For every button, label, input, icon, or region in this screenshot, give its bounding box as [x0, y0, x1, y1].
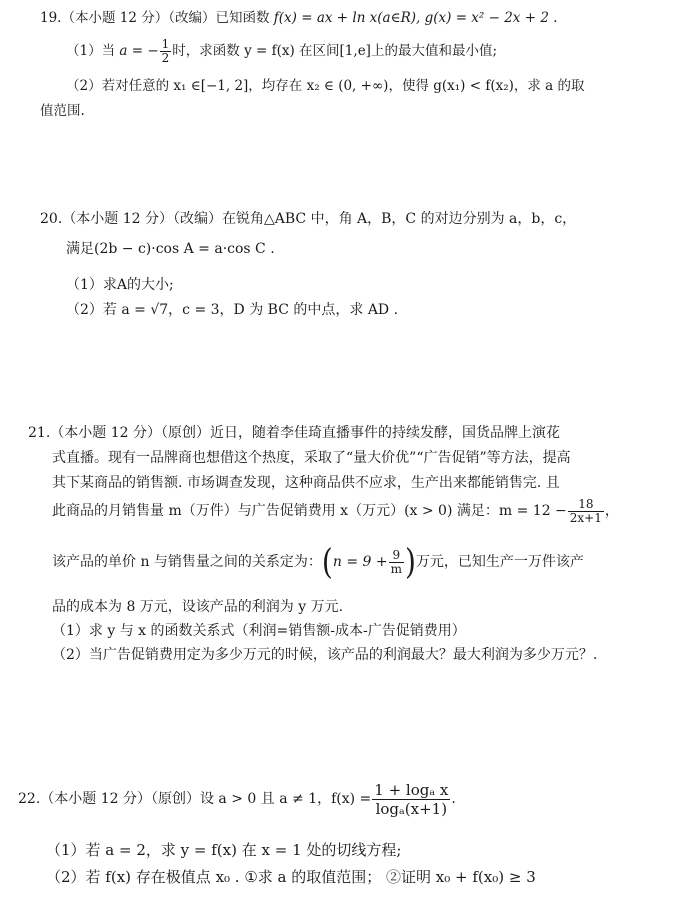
fraction-log-expression: $\frac{\text{1 + logₐ x}}{\text{logₐ(x+1)}}$: [374, 780, 449, 818]
problem-20-condition: 满足(2b − c)·cos A = a·cos C .: [66, 241, 275, 257]
problem-19-part-2: （2）若对任意的 x₁ ∈[−1, 2]，均存在 x₂ ∈ (0, +∞)，使得 g(x₁) < f(x₂)，求 a 的取: [66, 78, 585, 94]
problem-19-heading: 19.（本小题 12 分）（改编）已知函数: [40, 10, 270, 26]
problem-20-part-1: （1）求A的大小;: [66, 277, 174, 293]
problem-21-part-2: （2）当广告促销费用定为多少万元的时候，该产品的利润最大？最大利润为多少万元？.: [52, 647, 598, 663]
problem-20-part-2: （2）若 a = √7，c = 3，D 为 BC 的中点，求 AD .: [66, 302, 399, 318]
problem-22-part-2: （2）若 f(x) 存在极值点 x₀ . ①求 a 的取值范围； ②证明 x₀ + f(x₀) ≥ 3: [46, 868, 536, 886]
fraction-9-over-m: $\frac{9}{m}$: [390, 547, 402, 576]
fraction-18-over-2x-plus-1: $\frac{18}{2x+1}$: [569, 496, 602, 525]
problem-21-line-5: 该产品的单价 n 与销售量之间的关系定为：(n = 9 + $\frac{9}{m}$ )万元，已知生产一万件该产: [52, 540, 584, 582]
problem-21-line-2: 式直播。现有一品牌商也想借这个热度，采取了“量大价优”“广告促销”等方法，提高: [52, 450, 571, 466]
problem-19-functions: f(x) = ax + ln x(a∈R), g(x) = x² − 2x + 2 .: [273, 10, 558, 26]
problem-19-part-1: （1）当 a = − $\frac{1}{2}$ 时，求函数 y = f(x) 在区间[1,e]上的最大值和最小值;: [66, 37, 497, 65]
problem-22-stem: 22.（本小题 12 分）（原创）设 a > 0 且 a ≠ 1，f(x) = $\frac{\text{1 + logₐ x}}{\text{logₐ(x+1)}}$ .: [18, 780, 456, 818]
problem-21-line-4: 此商品的月销售量 m（万件）与广告促销费用 x（万元）(x > 0) 满足：m = 12 − $\frac{18}{2x+1}$ ，: [52, 496, 619, 525]
problem-21-line-3: 其下某商品的销售额. 市场调查发现，这种商品供不应求，生产出来都能销售完. 且: [52, 475, 560, 491]
problem-20-stem: 20.（本小题 12 分）（改编）在锐角△ABC 中，角 A，B，C 的对边分别为 a，b，c，: [40, 211, 577, 227]
problem-22-part-1: （1）若 a = 2，求 y = f(x) 在 x = 1 处的切线方程;: [46, 841, 402, 859]
fraction-one-half: $\frac{1}{2}$: [161, 37, 170, 65]
problem-19-part-2-cont: 值范围.: [40, 103, 85, 119]
problem-21-stem: 21.（本小题 12 分）（原创）近日，随着李佳琦直播事件的持续发酵，国货品牌上演花: [28, 425, 560, 441]
problem-21-line-6: 品的成本为 8 万元，设该产品的利润为 y 万元.: [52, 599, 344, 615]
problem-21-part-1: （1）求 y 与 x 的函数关系式（利润=销售额-成本-广告促销费用）: [52, 623, 466, 639]
problem-19-stem: [40, 8, 558, 28]
